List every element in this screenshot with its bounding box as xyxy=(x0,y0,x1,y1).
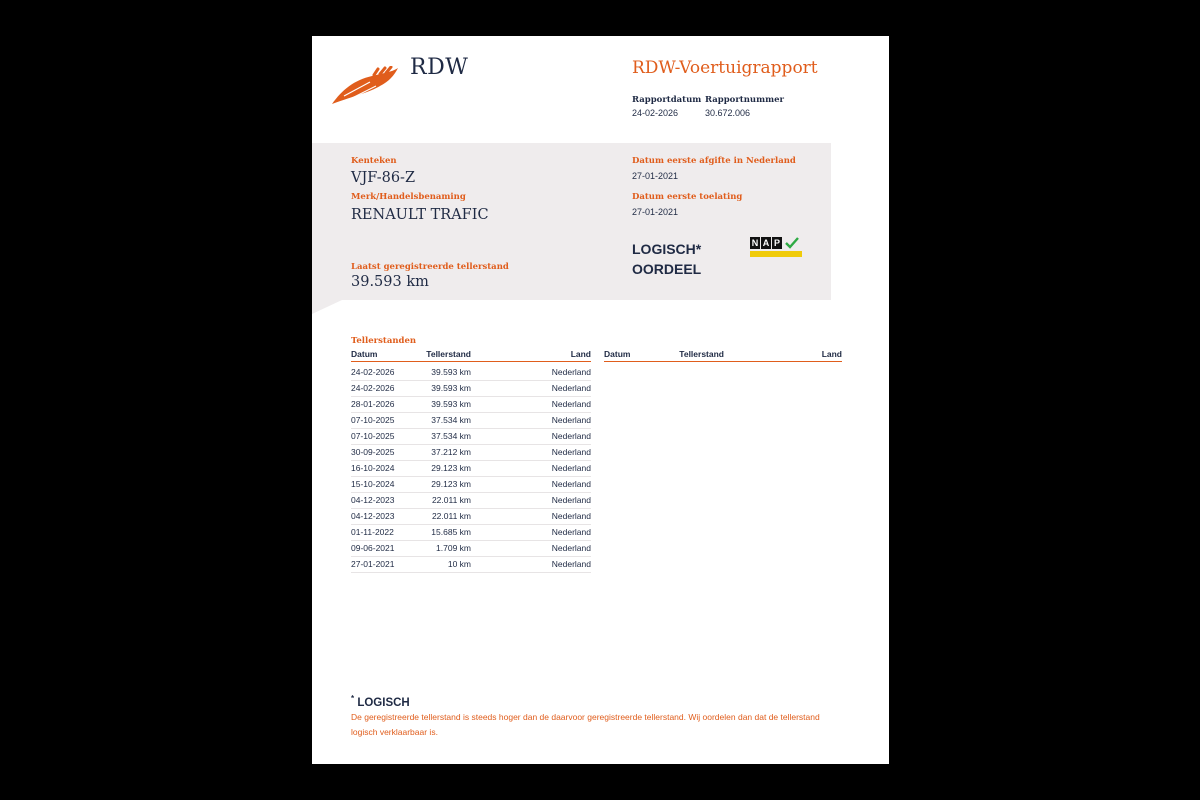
table-row xyxy=(351,429,591,445)
cell-country: Nederland xyxy=(551,383,591,393)
cell-country: Nederland xyxy=(551,495,591,505)
nap-letter-a: A xyxy=(762,238,770,248)
cell-country: Nederland xyxy=(551,447,591,457)
cell-odometer: 37.534 km xyxy=(431,415,471,425)
cell-country: Nederland xyxy=(551,479,591,489)
cell-country: Nederland xyxy=(551,511,591,521)
cell-odometer: 37.212 km xyxy=(431,447,471,457)
table-row xyxy=(351,381,591,397)
cell-country: Nederland xyxy=(551,367,591,377)
cell-date: 07-10-2025 xyxy=(351,415,395,425)
cell-country: Nederland xyxy=(551,527,591,537)
table-row xyxy=(351,445,591,461)
report-page xyxy=(312,36,889,764)
first-registration-nl-label: Datum eerste afgifte in Nederland xyxy=(632,156,796,166)
header-date: Datum xyxy=(604,349,631,359)
report-number-label: Rapportnummer xyxy=(705,95,784,105)
report-date-value: 24-02-2026 xyxy=(632,108,679,118)
footnote-heading xyxy=(351,694,410,709)
cell-date: 04-12-2023 xyxy=(351,495,395,505)
header-country: Land xyxy=(821,349,842,359)
nap-logo xyxy=(750,237,802,257)
footnote-marker: * xyxy=(351,694,355,703)
cell-country: Nederland xyxy=(551,463,591,473)
cell-odometer: 22.011 km xyxy=(431,511,471,521)
cell-country: Nederland xyxy=(551,559,591,569)
brand-name: RDW xyxy=(410,55,469,80)
plate-value: VJF-86-Z xyxy=(351,170,416,186)
cell-odometer: 1.709 km xyxy=(436,543,471,553)
report-date-label: Rapportdatum xyxy=(632,95,702,105)
readings-table-right xyxy=(604,349,842,362)
cell-country: Nederland xyxy=(551,415,591,425)
header-odometer: Tellerstand xyxy=(426,349,471,359)
footnote-text: De geregistreerde tellerstand is steeds hoger dan de daarvoor geregistreerde tellerstand. Wij oordelen dan dat de tellerstand logisch verklaarbaar is. xyxy=(351,712,820,737)
cell-odometer: 29.123 km xyxy=(431,463,471,473)
cell-date: 16-10-2024 xyxy=(351,463,395,473)
readings-table-left xyxy=(351,349,591,573)
rdw-bird-logo-icon xyxy=(330,66,400,106)
verdict xyxy=(632,239,701,279)
cell-country: Nederland xyxy=(551,543,591,553)
nap-letter-p: P xyxy=(773,238,780,248)
table-row xyxy=(351,541,591,557)
make-value: RENAULT TRAFIC xyxy=(351,207,489,223)
cell-odometer: 39.593 km xyxy=(431,383,471,393)
first-admission-label: Datum eerste toelating xyxy=(632,192,743,202)
table-header xyxy=(604,349,842,362)
table-row xyxy=(351,557,591,573)
report-number-block xyxy=(705,94,784,120)
header-date: Datum xyxy=(351,349,378,359)
checkmark-icon xyxy=(785,237,799,249)
cell-date: 09-06-2021 xyxy=(351,543,395,553)
table-row xyxy=(351,493,591,509)
table-row xyxy=(351,397,591,413)
cell-country: Nederland xyxy=(551,399,591,409)
cell-odometer: 10 km xyxy=(447,559,471,569)
report-number-value: 30.672.006 xyxy=(705,108,751,118)
cell-odometer: 37.534 km xyxy=(431,431,471,441)
footnote-heading-text: LOGISCH xyxy=(357,696,410,709)
make-label: Merk/Handelsbenaming xyxy=(351,192,466,202)
cell-odometer: 39.593 km xyxy=(431,367,471,377)
table-body xyxy=(351,365,591,573)
first-admission-value: 27-01-2021 xyxy=(632,207,679,217)
cell-odometer: 15.685 km xyxy=(431,527,471,537)
panel-notch xyxy=(312,300,342,314)
header-odometer: Tellerstand xyxy=(679,349,724,359)
cell-date: 28-01-2026 xyxy=(351,399,395,409)
table-header xyxy=(351,349,591,362)
first-registration-nl-value: 27-01-2021 xyxy=(632,171,679,181)
cell-date: 27-01-2021 xyxy=(351,559,395,569)
cell-date: 24-02-2026 xyxy=(351,367,395,377)
report-date-block xyxy=(632,94,701,120)
nap-letter-n: N xyxy=(751,238,759,248)
table-row xyxy=(351,509,591,525)
cell-country: Nederland xyxy=(551,431,591,441)
odometer-label: Laatst geregistreerde tellerstand xyxy=(351,262,509,272)
table-row xyxy=(351,477,591,493)
report-title: RDW-Voertuigrapport xyxy=(632,58,818,78)
header-country: Land xyxy=(570,349,591,359)
table-row xyxy=(351,461,591,477)
cell-odometer: 39.593 km xyxy=(431,399,471,409)
verdict-line2: OORDEEL xyxy=(632,261,702,277)
cell-date: 24-02-2026 xyxy=(351,383,395,393)
cell-date: 01-11-2022 xyxy=(351,527,394,537)
table-row xyxy=(351,413,591,429)
cell-date: 15-10-2024 xyxy=(351,479,395,489)
cell-date: 04-12-2023 xyxy=(351,511,395,521)
cell-date: 07-10-2025 xyxy=(351,431,395,441)
odometer-value: 39.593 km xyxy=(351,274,429,290)
plate-label: Kenteken xyxy=(351,156,397,166)
table-row xyxy=(351,365,591,381)
table-row xyxy=(351,525,591,541)
verdict-line1: LOGISCH* xyxy=(632,241,702,257)
cell-odometer: 22.011 km xyxy=(431,495,471,505)
cell-date: 30-09-2025 xyxy=(351,447,395,457)
nap-yellow-bar xyxy=(750,251,802,257)
cell-odometer: 29.123 km xyxy=(431,479,471,489)
readings-title: Tellerstanden xyxy=(351,336,417,346)
